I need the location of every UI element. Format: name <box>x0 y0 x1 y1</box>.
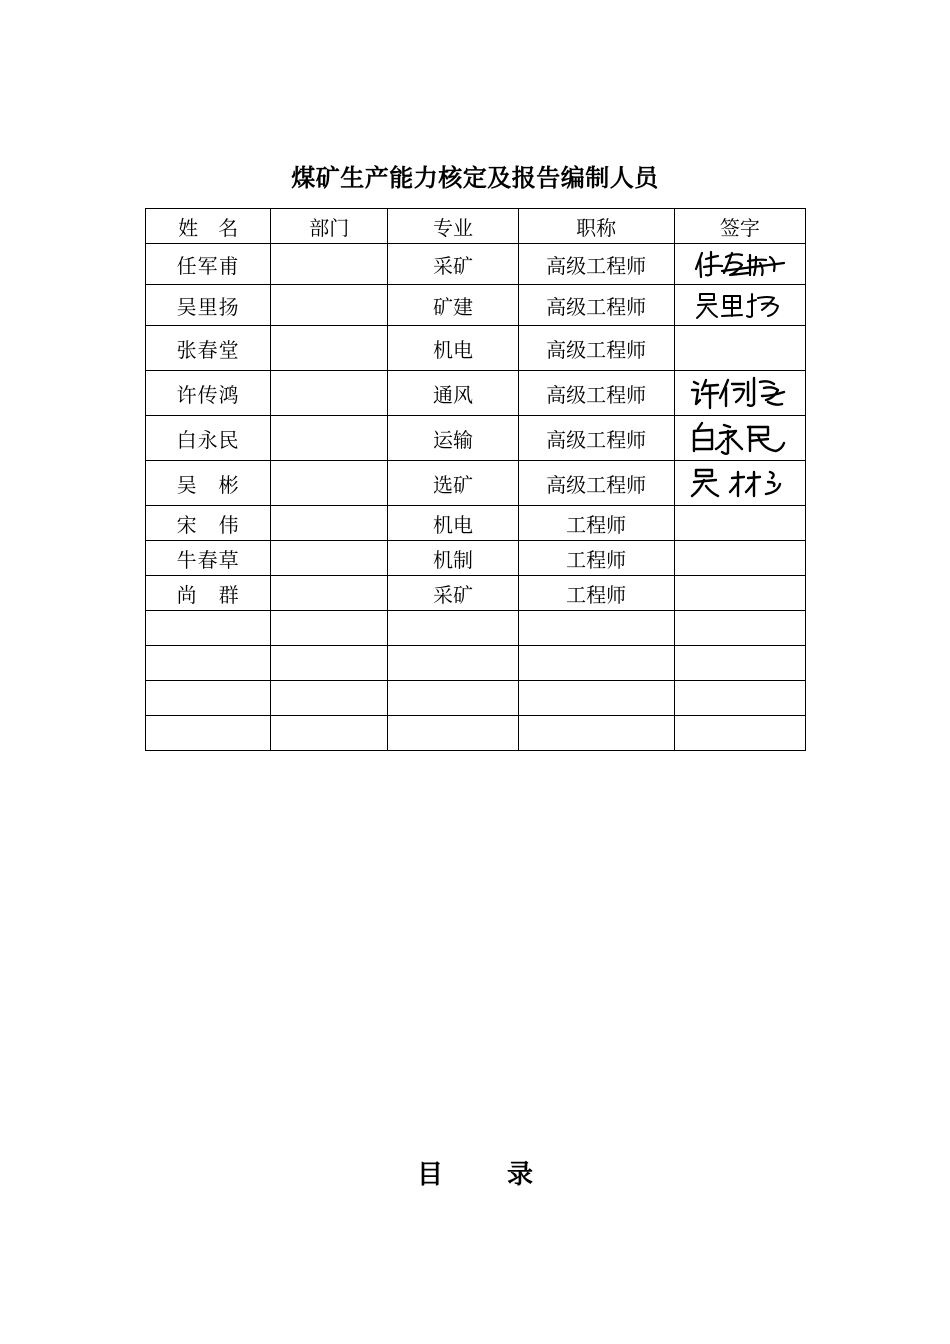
table-row <box>146 611 806 646</box>
cell-major: 机制 <box>388 541 518 576</box>
cell-name: 宋 伟 <box>146 506 271 541</box>
cell-name: 尚 群 <box>146 576 271 611</box>
handwritten-signature <box>692 288 788 322</box>
table-row <box>146 681 806 716</box>
table-row <box>146 541 806 576</box>
cell-name <box>146 681 271 716</box>
cell-title <box>518 681 674 716</box>
cell-title: 工程师 <box>518 506 674 541</box>
cell-title: 工程师 <box>518 541 674 576</box>
cell-major <box>388 611 518 646</box>
handwritten-signature <box>688 374 792 412</box>
cell-signature <box>674 285 805 326</box>
cell-major: 运输 <box>388 416 518 461</box>
cell-dept <box>271 646 388 681</box>
table-row <box>146 285 806 326</box>
table-row <box>146 416 806 461</box>
cell-name: 牛春草 <box>146 541 271 576</box>
cell-signature <box>674 371 805 416</box>
cell-signature <box>674 416 805 461</box>
cell-major <box>388 716 518 751</box>
cell-major: 矿建 <box>388 285 518 326</box>
cell-title: 工程师 <box>518 576 674 611</box>
table-row <box>146 461 806 506</box>
cell-title: 高级工程师 <box>518 244 674 285</box>
cell-title <box>518 716 674 751</box>
cell-title: 高级工程师 <box>518 285 674 326</box>
cell-dept <box>271 461 388 506</box>
cell-name: 张春堂 <box>146 326 271 371</box>
cell-signature <box>674 244 805 285</box>
header-title: 职称 <box>518 209 674 244</box>
table-row <box>146 326 806 371</box>
toc-title-char-1: 目 <box>416 1160 443 1190</box>
table-row <box>146 506 806 541</box>
cell-signature <box>674 326 805 371</box>
table-row <box>146 244 806 285</box>
page-title: 煤矿生产能力核定及报告编制人员 <box>291 164 659 192</box>
cell-major: 机电 <box>388 326 518 371</box>
table-header-row <box>146 209 806 244</box>
cell-title <box>518 611 674 646</box>
cell-major: 选矿 <box>388 461 518 506</box>
table-row <box>146 371 806 416</box>
cell-name <box>146 716 271 751</box>
cell-signature <box>674 646 805 681</box>
cell-major: 机电 <box>388 506 518 541</box>
cell-name: 任军甫 <box>146 244 271 285</box>
cell-name <box>146 646 271 681</box>
cell-dept <box>271 371 388 416</box>
cell-major: 采矿 <box>388 576 518 611</box>
table-row <box>146 576 806 611</box>
cell-dept <box>271 681 388 716</box>
cell-major: 采矿 <box>388 244 518 285</box>
toc-title <box>0 1154 950 1191</box>
table-row <box>146 646 806 681</box>
handwritten-signature <box>688 464 792 502</box>
header-name: 姓 名 <box>146 209 271 244</box>
cell-dept <box>271 611 388 646</box>
cell-major <box>388 646 518 681</box>
cell-dept <box>271 416 388 461</box>
cell-title: 高级工程师 <box>518 326 674 371</box>
cell-dept <box>271 285 388 326</box>
cell-major: 通风 <box>388 371 518 416</box>
cell-signature <box>674 716 805 751</box>
staff-table <box>145 208 806 751</box>
cell-title: 高级工程师 <box>518 416 674 461</box>
toc-title-char-2: 录 <box>507 1160 534 1190</box>
cell-name <box>146 611 271 646</box>
cell-dept <box>271 541 388 576</box>
cell-signature <box>674 681 805 716</box>
cell-signature <box>674 576 805 611</box>
header-major: 专业 <box>388 209 518 244</box>
cell-name: 白永民 <box>146 416 271 461</box>
handwritten-signature <box>692 247 788 281</box>
handwritten-signature <box>688 419 792 457</box>
cell-major <box>388 681 518 716</box>
cell-dept <box>271 244 388 285</box>
cell-name: 吴 彬 <box>146 461 271 506</box>
header-dept: 部门 <box>271 209 388 244</box>
cell-dept <box>271 576 388 611</box>
table-row <box>146 716 806 751</box>
cell-dept <box>271 716 388 751</box>
cell-title: 高级工程师 <box>518 371 674 416</box>
cell-signature <box>674 611 805 646</box>
cell-name: 许传鸿 <box>146 371 271 416</box>
cell-title: 高级工程师 <box>518 461 674 506</box>
cell-dept <box>271 326 388 371</box>
cell-title <box>518 646 674 681</box>
cell-name: 吴里扬 <box>146 285 271 326</box>
header-signature: 签字 <box>674 209 805 244</box>
cell-signature <box>674 541 805 576</box>
cell-dept <box>271 506 388 541</box>
cell-signature <box>674 461 805 506</box>
cell-signature <box>674 506 805 541</box>
